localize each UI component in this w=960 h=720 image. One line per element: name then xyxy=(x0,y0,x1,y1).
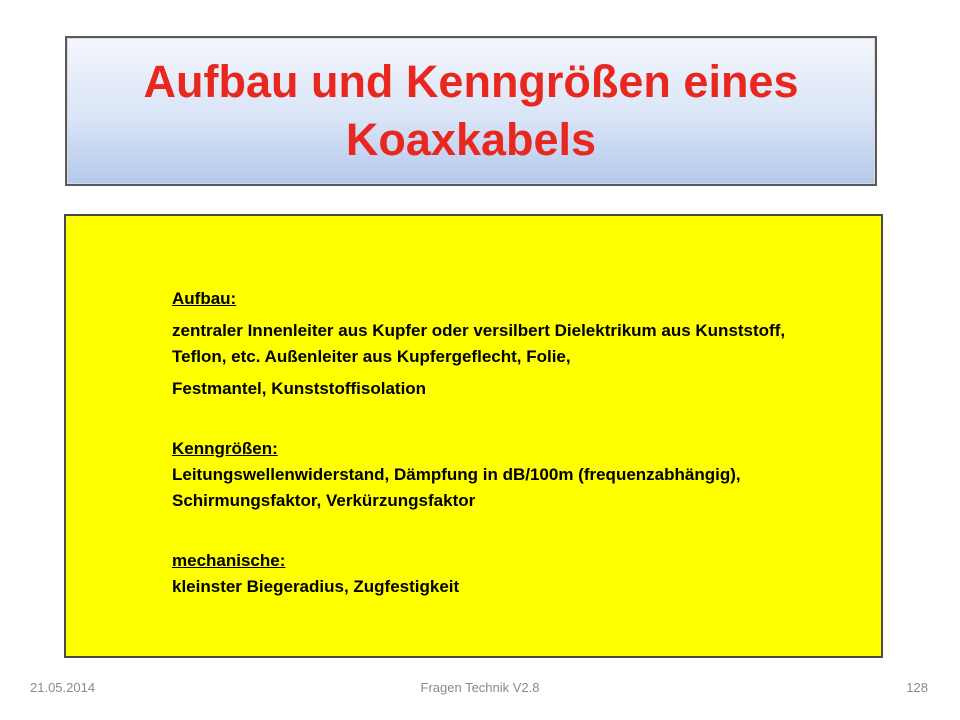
section-aufbau xyxy=(172,286,812,402)
page-number: 128 xyxy=(906,680,928,695)
section-kenngroessen xyxy=(172,436,812,514)
footer-title: Fragen Technik V2.8 xyxy=(420,680,540,695)
title-box xyxy=(65,36,877,186)
kenngroessen-text: Leitungswellenwiderstand, Dämpfung in dB/100m (frequenzabhängig), Schirmungsfaktor, Verkürzungsfaktor xyxy=(172,465,741,510)
slide-title: Aufbau und Kenngrößen eines Koaxkabels xyxy=(143,56,799,165)
content-box xyxy=(64,214,883,658)
aufbau-text-2: Festmantel, Kunststoffisolation xyxy=(172,379,427,398)
footer-date: 21.05.2014 xyxy=(30,680,96,695)
content-body xyxy=(172,286,812,600)
aufbau-heading: Aufbau: xyxy=(172,289,237,308)
mechanische-text: kleinster Biegeradius, Zugfestigkeit xyxy=(172,577,460,596)
aufbau-text-1: zentraler Innenleiter aus Kupfer oder versilbert Dielektrikum aus Kunststoff, Teflon, etc. Außenleiter aus Kupfergeflecht, Folie, xyxy=(172,321,786,366)
mechanische-heading: mechanische: xyxy=(172,551,286,570)
section-mechanische xyxy=(172,548,812,600)
kenngroessen-heading: Kenngrößen: xyxy=(172,439,278,458)
